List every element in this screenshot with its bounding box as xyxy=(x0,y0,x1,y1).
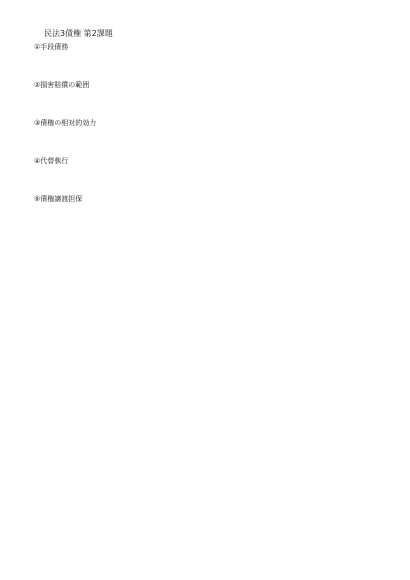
section-body xyxy=(34,91,386,109)
section-4 xyxy=(34,156,386,185)
section-heading: ④代替執行 xyxy=(34,157,69,165)
section-body xyxy=(34,129,386,147)
document-title: 民法3債権 第2課題 xyxy=(44,29,113,38)
section-heading: ①手段債務 xyxy=(34,43,69,51)
section-5 xyxy=(34,194,386,223)
section-2 xyxy=(34,80,386,109)
section-heading: ⑤債権譲渡担保 xyxy=(34,195,83,203)
section-heading: ②損害賠償の範囲 xyxy=(34,81,90,89)
section-body xyxy=(34,167,386,185)
section-3 xyxy=(34,118,386,147)
section-heading: ③債権の相対的効力 xyxy=(34,119,97,127)
section-body xyxy=(34,205,386,223)
section-1 xyxy=(34,42,386,71)
section-body xyxy=(34,53,386,71)
